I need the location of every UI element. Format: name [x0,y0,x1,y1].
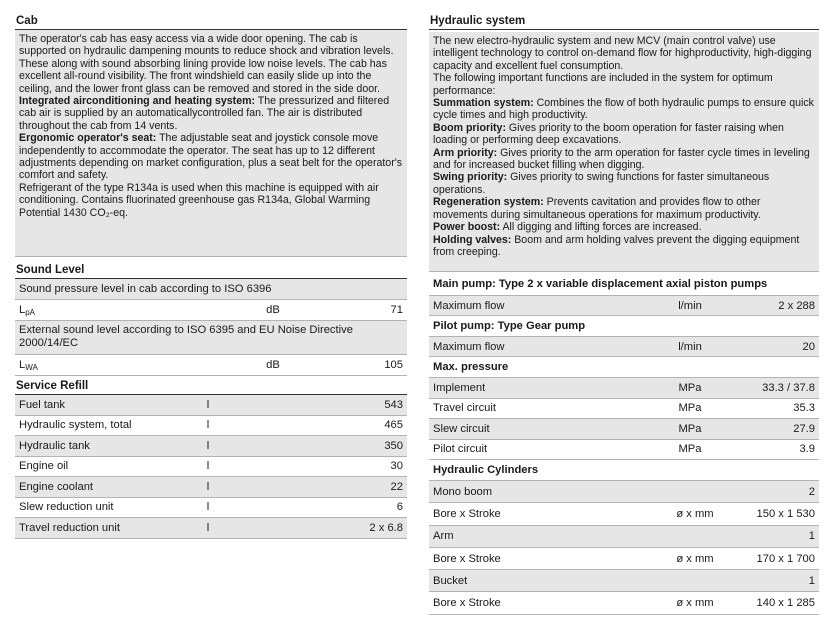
row-unit: l [206,521,210,534]
row-value: 2 [808,485,815,498]
row-value: 140 x 1 285 [756,597,815,610]
table-row [15,395,407,416]
row-unit: l [206,439,210,452]
row-unit: l [206,460,210,473]
row-value: 150 x 1 530 [756,507,815,520]
lpa-value: 71 [390,304,403,316]
row-unit: MPa [678,381,702,394]
table-row [429,378,819,399]
cab-title: Cab [15,12,407,30]
hyd-power-boost: Power boost: All digging and lifting forces are increased. [433,221,702,234]
row-value: 30 [390,460,403,473]
max-pressure-title: Max. pressure [429,357,819,378]
hyd-holding-valves: Holding valves: Boom and arm holding valves prevent the digging equipment from creeping. [433,233,800,258]
row-unit: l [206,398,210,411]
row-value: 35.3 [793,402,815,415]
table-row [429,526,819,548]
hydraulic-description [429,32,819,272]
sound-lwa-row [15,355,407,376]
sound-external-label: External sound level according to ISO 6395 and EU Noise Directive 2000/14/EC [19,324,353,349]
cab-paragraph-1: The operator's cab has easy access via a wide door opening. The cab is supported on hydraulic dampening mounts to reduce shock and vibration levels. These along with sound absorbing lining provide low noise levels. The cab has excellent all-round visibility. The front windshield can easily slide up into the ceiling, and the lower front glass can be removed and stored in the side door. [19,33,394,95]
hyd-arm-priority: Arm priority: Gives priority to the arm operation for faster cycle times in leveling and for increased bucket filling when digging. [433,146,810,172]
row-value: 170 x 1 700 [756,552,815,565]
table-row [15,477,407,498]
hydraulic-cylinders-title: Hydraulic Cylinders [429,460,819,481]
row-unit: l [206,480,210,493]
row-value: 6 [396,501,403,514]
cab-paragraph-2: Integrated airconditioning and heating system: The pressurized and filtered cab air is supplied by an automaticallycontrolled fan. The air is distributed throughout the cab from 14 vents. [19,95,390,132]
cab-description [15,30,407,257]
table-row [15,457,407,478]
table-row [429,503,819,525]
row-label: Hydraulic system, total [19,419,132,432]
main-pump-label: Maximum flow [433,299,505,312]
row-label: Bore x Stroke [433,552,501,565]
table-row [429,570,819,592]
row-value: 465 [384,419,403,432]
hyd-swing-priority: Swing priority: Gives priority to swing functions for faster simultaneous operations. [433,171,770,196]
lwa-value: 105 [384,359,403,371]
row-label: Travel reduction unit [19,521,120,534]
row-label: Travel circuit [433,402,496,415]
hyd-summation: Summation system: Combines the flow of both hydraulic pumps to ensure quick cycle times and high productivity. [433,97,814,122]
row-value: 2 x 6.8 [369,521,403,534]
left-column [15,12,407,539]
max-pressure-table [429,378,819,460]
row-value: 33.3 / 37.8 [762,381,815,394]
main-pump-unit: l/min [678,299,702,312]
table-row [15,518,407,539]
main-pump-title: Main pump: Type 2 x variable displacement axial piston pumps [429,272,819,296]
lpa-label: $L_{pA}$ [19,304,36,317]
lwa-label: $L_{WA}$ [19,359,38,372]
pilot-pump-unit: l/min [678,340,702,353]
pilot-pump-label: Maximum flow [433,340,505,353]
row-value: 22 [390,480,403,493]
row-label: Engine coolant [19,480,94,493]
hydraulic-system-title: Hydraulic system [429,12,819,30]
main-pump-row [429,296,819,316]
table-row [429,419,819,440]
row-value: 1 [808,574,815,587]
cab-paragraph-3: Ergonomic operator's seat: The adjustable seat and joystick console move independently to accommodate the operator. The seat has up to 12 different adjustments depending on market configuration, plus a seat belt for the operator's comfort and safety. [19,132,403,182]
row-label: Mono boom [433,485,493,498]
row-value: 3.9 [799,443,815,456]
row-label: Fuel tank [19,398,66,411]
row-label: Bore x Stroke [433,507,501,520]
row-label: Slew circuit [433,422,490,435]
sound-external-row [15,321,407,355]
row-label: Bucket [433,574,468,587]
row-unit: MPa [678,443,702,456]
service-refill-title: Service Refill [15,377,407,395]
cab-paragraph-4: Refrigerant of the type R134a is used when this machine is equipped with air conditioning. Contains fluorinated greenhouse gas R134a, Global Warming Potential 1430 CO₂-eq. [19,181,379,219]
pilot-pump-value: 20 [802,340,815,353]
sound-level-title: Sound Level [15,261,407,279]
row-label: Implement [433,381,486,394]
row-unit: l [206,501,210,514]
row-value: 27.9 [793,422,815,435]
hyd-boom-priority: Boom priority: Gives priority to the boom operation for faster raising when loading or performing deep excavations. [433,121,784,147]
table-row [429,481,819,503]
sound-cab-row [15,279,407,300]
hyd-paragraph-2: The following important functions are included in the system for optimum performance: [433,72,773,97]
table-row [429,440,819,461]
row-unit: MPa [678,402,702,415]
hydraulic-cylinders-table [429,481,819,615]
lpa-unit: dB [266,304,280,316]
row-label: Arm [433,530,454,543]
pilot-pump-row [429,337,819,357]
sound-lpa-row [15,300,407,321]
hyd-regeneration: Regeneration system: Prevents cavitation and provides flow to other movements during simultaneous operations for maximum productivity. [433,196,761,221]
table-row [15,436,407,457]
row-label: Pilot circuit [433,443,488,456]
main-pump-value: 2 x 288 [778,299,815,312]
table-row [429,592,819,614]
lwa-unit: dB [266,359,280,371]
service-refill-table [15,395,407,539]
row-unit: l [206,419,210,432]
row-label: Engine oil [19,460,69,473]
row-label: Hydraulic tank [19,439,90,452]
row-value: 1 [808,530,815,543]
row-value: 350 [384,439,403,452]
row-value: 543 [384,398,403,411]
row-unit: ø x mm [676,552,714,565]
row-unit: ø x mm [676,507,714,520]
table-row [429,548,819,570]
sound-cab-label: Sound pressure level in cab according to ISO 6396 [19,283,272,295]
table-row [429,399,819,420]
right-column [429,12,819,615]
table-row [15,498,407,519]
table-row [15,416,407,437]
row-label: Slew reduction unit [19,501,114,514]
row-unit: ø x mm [676,597,714,610]
row-label: Bore x Stroke [433,597,501,610]
row-unit: MPa [678,422,702,435]
pilot-pump-title: Pilot pump: Type Gear pump [429,316,819,337]
hyd-paragraph-1: The new electro-hydraulic system and new MCV (main control valve) use intelligent technology to control on-demand flow for highproductivity, high-digging capacity and excellent fuel consumption. [433,35,812,72]
